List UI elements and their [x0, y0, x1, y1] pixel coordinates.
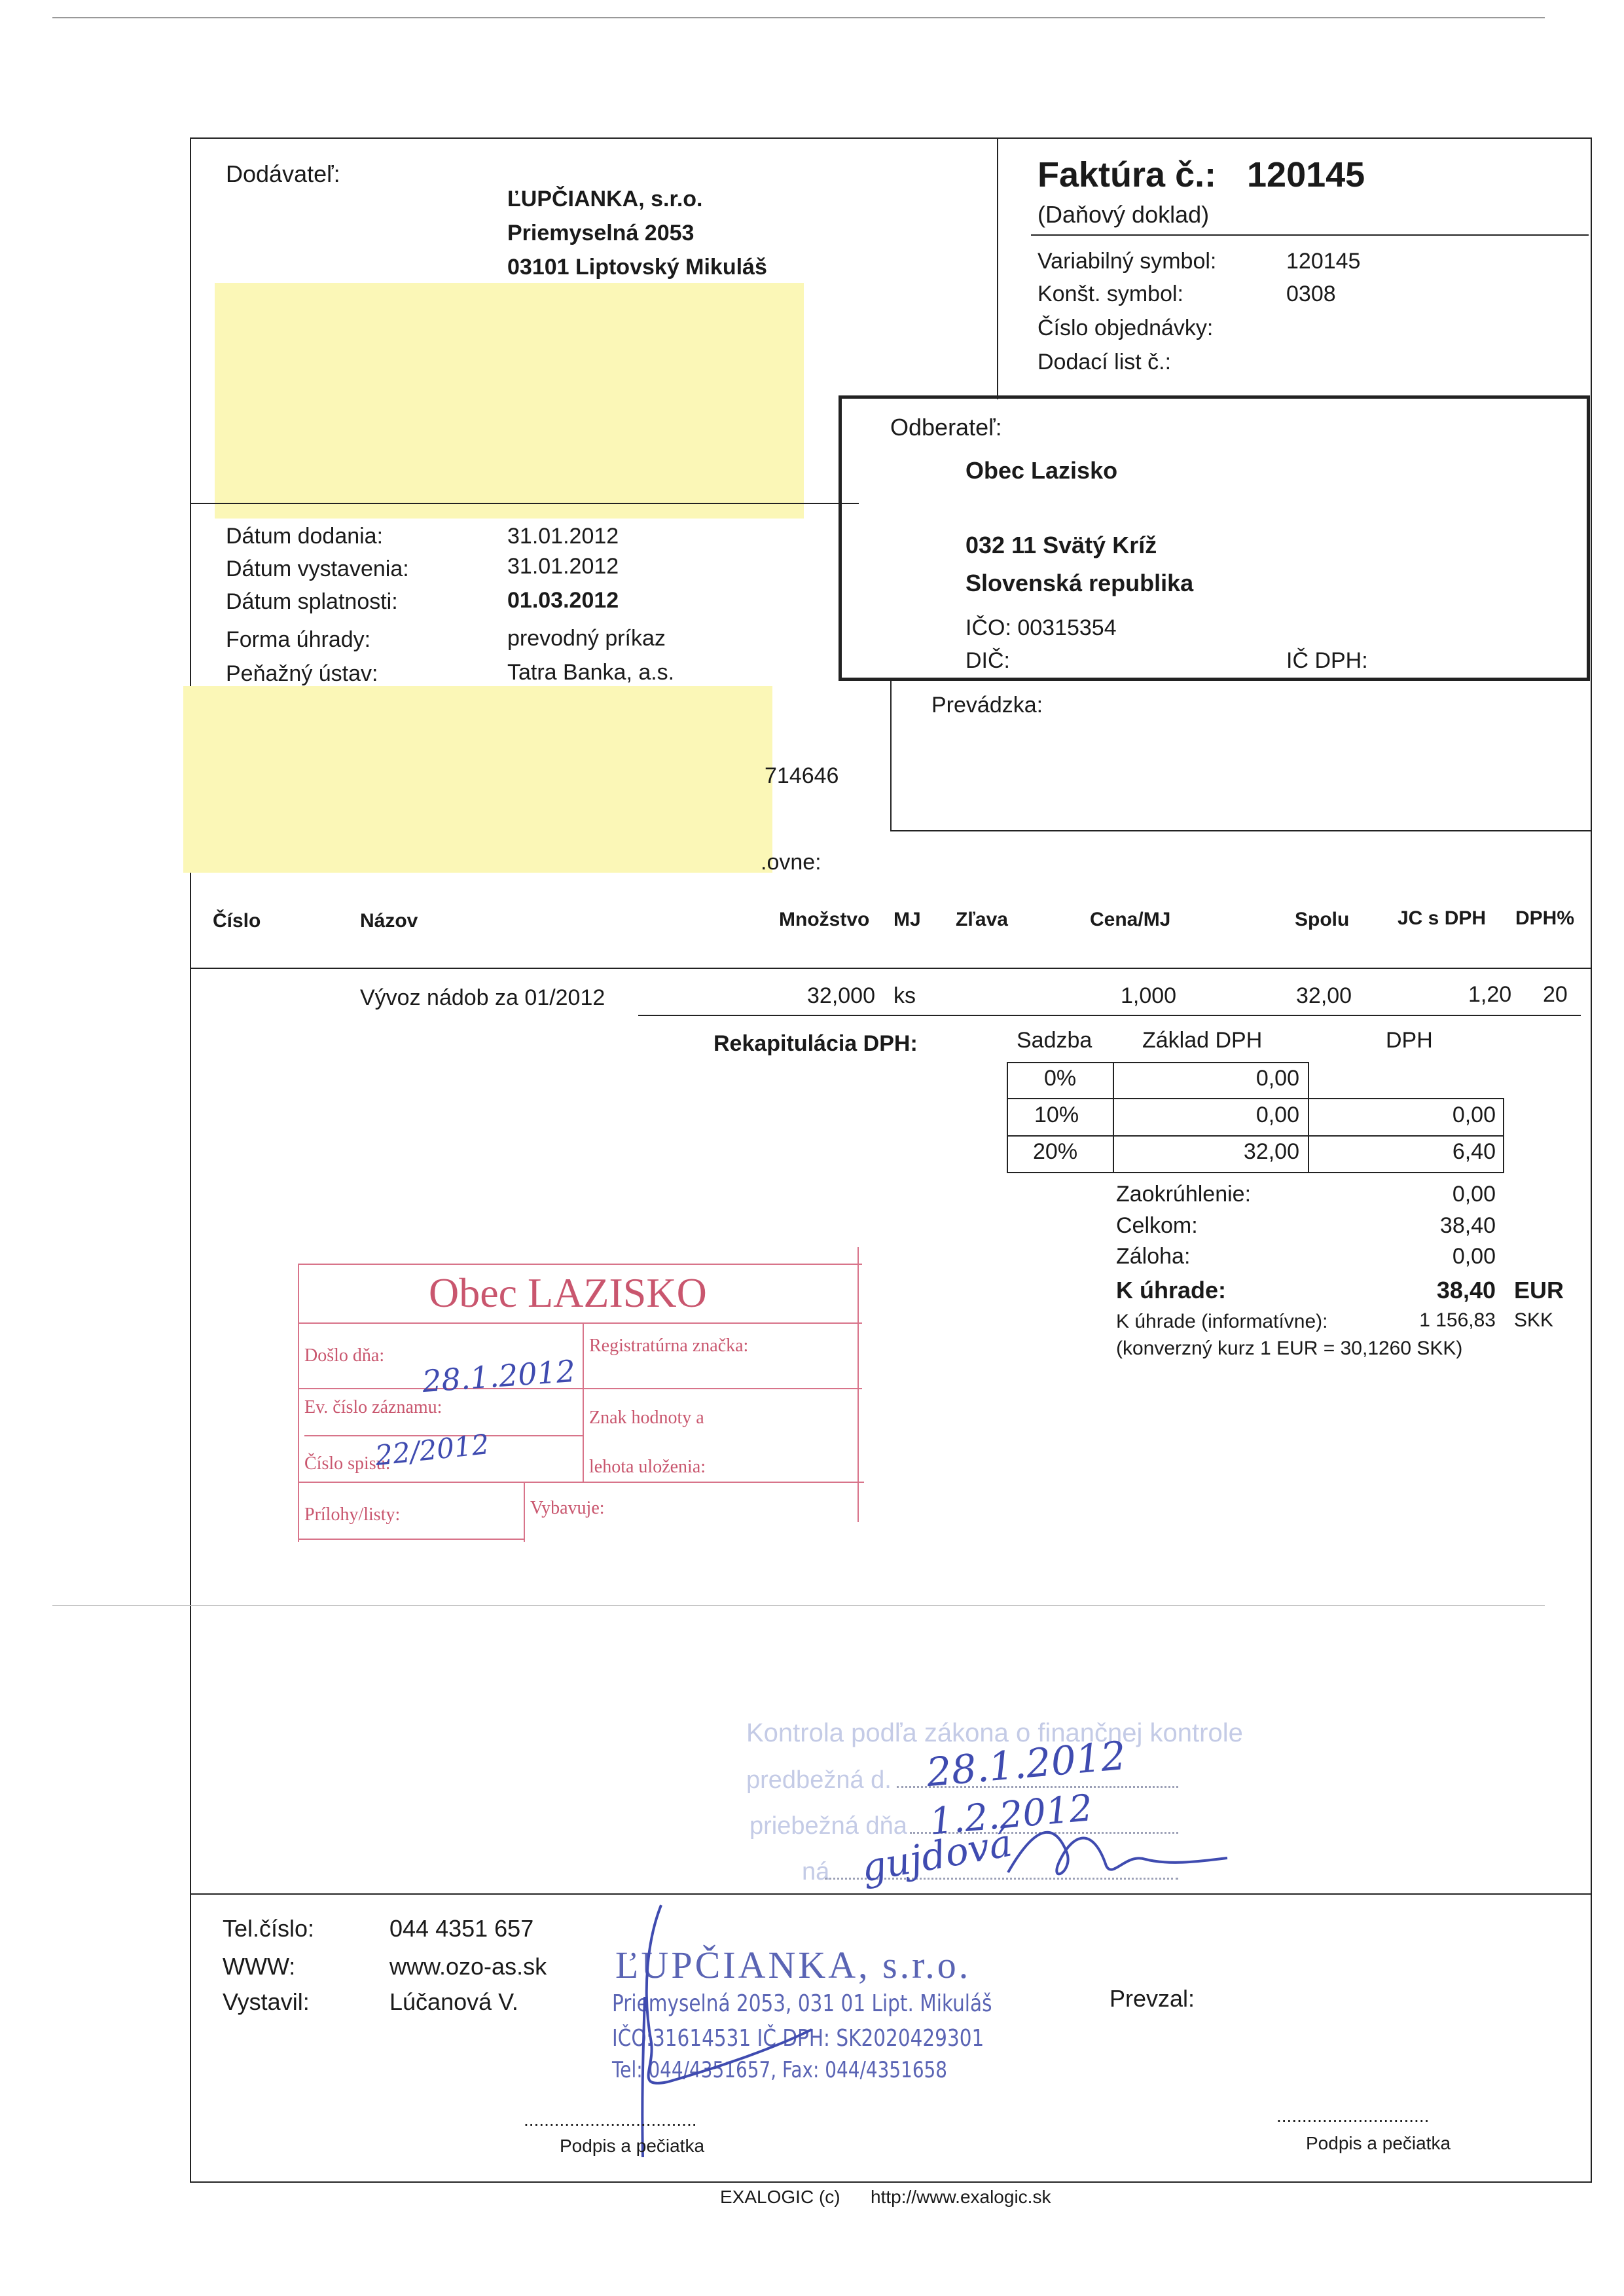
vat-recap-title: Rekapitulácia DPH:	[713, 1031, 918, 1056]
stamp-handler-label: Vybavuje:	[530, 1498, 605, 1518]
scan-artifact-line	[52, 1605, 1545, 1606]
row-vat-pct: 20	[1543, 982, 1568, 1007]
invoice-title: Faktúra č.:	[1038, 155, 1217, 194]
deposit-value: 0,00	[1452, 1244, 1496, 1269]
total-value: 38,40	[1439, 1213, 1496, 1238]
customer-country: Slovenská republika	[965, 570, 1194, 596]
constant-symbol-label: Konšt. symbol:	[1038, 282, 1183, 306]
received-by-label: Prevzal:	[1110, 1985, 1195, 2012]
control-line-1-label: predbežná d.	[746, 1766, 892, 1794]
col-header-unit-price: Cena/MJ	[1090, 909, 1171, 930]
company-stamp-line-3: IČO:31614531 IČ DPH: SK2020429301	[612, 2025, 984, 2052]
customer-ico: IČO: 00315354	[965, 615, 1117, 640]
total-label: Celkom:	[1116, 1213, 1198, 1238]
issue-date-value: 31.01.2012	[507, 554, 619, 579]
row-unit: ks	[893, 983, 916, 1008]
informative-label: K úhrade (informatívne):	[1116, 1311, 1328, 1332]
supplier-label: Dodávateľ:	[226, 160, 340, 187]
conversion-rate-note: (konverzný kurz 1 EUR = 30,1260 SKK)	[1116, 1338, 1463, 1359]
software-credit: EXALOGIC (c)	[720, 2187, 840, 2207]
stamp-handwritten-date: 28.1.2012	[421, 1353, 577, 1400]
control-handwritten-2: 1.2.2012	[928, 1787, 1094, 1844]
order-number-label: Číslo objednávky:	[1038, 316, 1214, 340]
recap-grid-divider	[1113, 1062, 1114, 1173]
deposit-label: Záloha:	[1116, 1244, 1191, 1269]
control-line-3-label: ná	[802, 1858, 830, 1886]
issued-by-label: Vystavil:	[223, 1988, 310, 2015]
col-header-total: Spolu	[1295, 909, 1350, 930]
row-unit-price: 1,000	[1121, 983, 1177, 1008]
amount-due-currency: EUR	[1514, 1277, 1564, 1303]
software-credit-url: http://www.exalogic.sk	[871, 2187, 1051, 2207]
supplier-street: Priemyselná 2053	[507, 221, 695, 246]
sign-dots-right: ..............................	[1276, 2105, 1430, 2126]
recap-vat-20: 6,40	[1452, 1139, 1496, 1164]
delivery-note-label: Dodací list č.:	[1038, 350, 1172, 374]
stamp-handwritten-file: 22/2012	[373, 1428, 491, 1472]
customer-column-divider	[890, 681, 892, 831]
tel-label: Tel.číslo:	[223, 1915, 315, 1942]
stamp-received-label: Došlo dňa:	[304, 1345, 385, 1366]
delivery-date-value: 31.01.2012	[507, 524, 619, 549]
header-divider	[997, 139, 998, 399]
control-handwritten-1: 28.1.2012	[924, 1732, 1128, 1796]
customer-dic: DIČ:	[965, 648, 1010, 673]
col-header-discount: Zľava	[956, 909, 1008, 930]
recap-vat-10: 0,00	[1452, 1102, 1496, 1127]
recap-base-10: 0,00	[1255, 1102, 1299, 1127]
sign-label-right: Podpis a pečiatka	[1306, 2133, 1451, 2153]
supplier-name: ĽUPČIANKA, s.r.o.	[507, 187, 703, 211]
www-label: WWW:	[223, 1953, 296, 1980]
col-header-quantity: Množstvo	[779, 909, 870, 930]
delivery-date-label: Dátum dodania:	[226, 524, 384, 549]
premises-bottom-rule	[892, 830, 1591, 831]
stamp-value-mark-label: Znak hodnoty a	[589, 1408, 704, 1428]
supplier-section-rule	[191, 503, 859, 504]
bank-label: Peňažný ústav:	[226, 661, 378, 686]
row-quantity: 32,000	[807, 983, 875, 1008]
customer-city: 032 11 Svätý Kríž	[965, 532, 1157, 558]
stamp-record-no-label: Ev. číslo záznamu:	[304, 1397, 442, 1417]
redaction-note-top	[215, 283, 804, 519]
rounding-value: 0,00	[1452, 1182, 1496, 1207]
sign-label-left: Podpis a pečiatka	[560, 2136, 705, 2156]
premises-label: Prevádzka:	[931, 693, 1043, 718]
table-header-rule	[191, 968, 1591, 969]
company-stamp-line-1: ĽUPČIANKA, s.r.o.	[615, 1944, 971, 1986]
recap-grid-rule-1	[1007, 1098, 1309, 1099]
row-bottom-rule	[638, 1015, 1581, 1016]
customer-label: Odberateľ:	[890, 414, 1002, 441]
row-name: Vývoz nádob za 01/2012	[360, 985, 605, 1010]
supplier-city: 03101 Liptovský Mikuláš	[507, 255, 767, 280]
row-total: 32,00	[1296, 983, 1352, 1008]
customer-name: Obec Lazisko	[965, 457, 1118, 484]
recap-header-vat: DPH	[1386, 1028, 1433, 1053]
col-header-name: Názov	[360, 910, 418, 932]
scan-edge-line	[52, 17, 1545, 18]
www-value: www.ozo-as.sk	[389, 1953, 547, 1980]
tel-value: 044 4351 657	[389, 1915, 534, 1942]
recap-base-0: 0,00	[1255, 1066, 1299, 1091]
stamp-storage-label: lehota uloženia:	[589, 1457, 706, 1477]
sign-dots-left: ..................................	[524, 2109, 697, 2130]
constant-symbol-value: 0308	[1286, 282, 1336, 306]
footer-top-rule	[191, 1893, 1591, 1895]
recap-vat-grid-rule	[1308, 1135, 1504, 1137]
recap-header-base: Základ DPH	[1142, 1028, 1263, 1053]
company-stamp-line-2: Priemyselná 2053, 031 01 Lipt. Mikuláš	[612, 1990, 992, 2017]
control-signature-icon	[995, 1813, 1231, 1899]
col-header-number: Číslo	[213, 910, 261, 932]
stamp-title: Obec LAZISKO	[429, 1269, 707, 1316]
recap-grid-rule-2	[1007, 1135, 1309, 1137]
recap-base-20: 32,00	[1243, 1139, 1299, 1164]
payment-form-label: Forma úhrady:	[226, 627, 371, 652]
account-number-tail: 714646	[765, 763, 839, 788]
payment-form-value: prevodný príkaz	[507, 626, 666, 651]
recap-rate-10: 10%	[1034, 1102, 1079, 1127]
rounding-label: Zaokrúhlenie:	[1116, 1182, 1252, 1207]
invoice-number: 120145	[1247, 155, 1365, 194]
customer-icdph: IČ DPH:	[1286, 648, 1368, 673]
invoice-title-rule	[1031, 234, 1589, 236]
invoice-subtitle: (Daňový doklad)	[1038, 201, 1210, 228]
company-stamp-line-4: Tel: 044/4351657, Fax: 044/4351658	[612, 2057, 948, 2083]
redaction-note-bottom	[183, 686, 772, 873]
informative-value: 1 156,83	[1419, 1309, 1496, 1331]
row-unit-vat: 1,20	[1468, 982, 1512, 1007]
stamp-attachments-label: Prílohy/listy:	[304, 1504, 401, 1525]
amount-due-value: 38,40	[1436, 1277, 1496, 1303]
issue-date-label: Dátum vystavenia:	[226, 556, 409, 581]
bank-value: Tatra Banka, a.s.	[507, 660, 675, 685]
partial-text-tail: .ovne:	[761, 850, 821, 875]
variable-symbol-value: 120145	[1286, 249, 1361, 274]
recap-rate-0: 0%	[1044, 1066, 1077, 1091]
informative-currency: SKK	[1514, 1309, 1554, 1331]
control-stamp-title: Kontrola podľa zákona o finančnej kontrole	[746, 1719, 1243, 1747]
registry-stamp	[298, 1244, 867, 1542]
due-date-value: 01.03.2012	[507, 588, 619, 613]
stamp-reg-mark-label: Registratúrna značka:	[589, 1336, 749, 1356]
col-header-unit: MJ	[893, 909, 921, 930]
recap-header-rate: Sadzba	[1017, 1028, 1092, 1053]
due-date-label: Dátum splatnosti:	[226, 589, 398, 614]
col-header-unit-vat: JC s DPH	[1398, 907, 1487, 929]
control-line-2-label: priebežná dňa	[749, 1812, 907, 1840]
issued-by-value: Lúčanová V.	[389, 1988, 518, 2015]
variable-symbol-label: Variabilný symbol:	[1038, 249, 1217, 274]
control-handwritten-3: gujdová	[857, 1820, 1016, 1891]
col-header-vat-pct: DPH%	[1515, 907, 1575, 929]
amount-due-label: K úhrade:	[1116, 1277, 1227, 1303]
stamp-file-no-label: Číslo spisu:	[304, 1453, 391, 1474]
recap-rate-20: 20%	[1033, 1139, 1078, 1164]
